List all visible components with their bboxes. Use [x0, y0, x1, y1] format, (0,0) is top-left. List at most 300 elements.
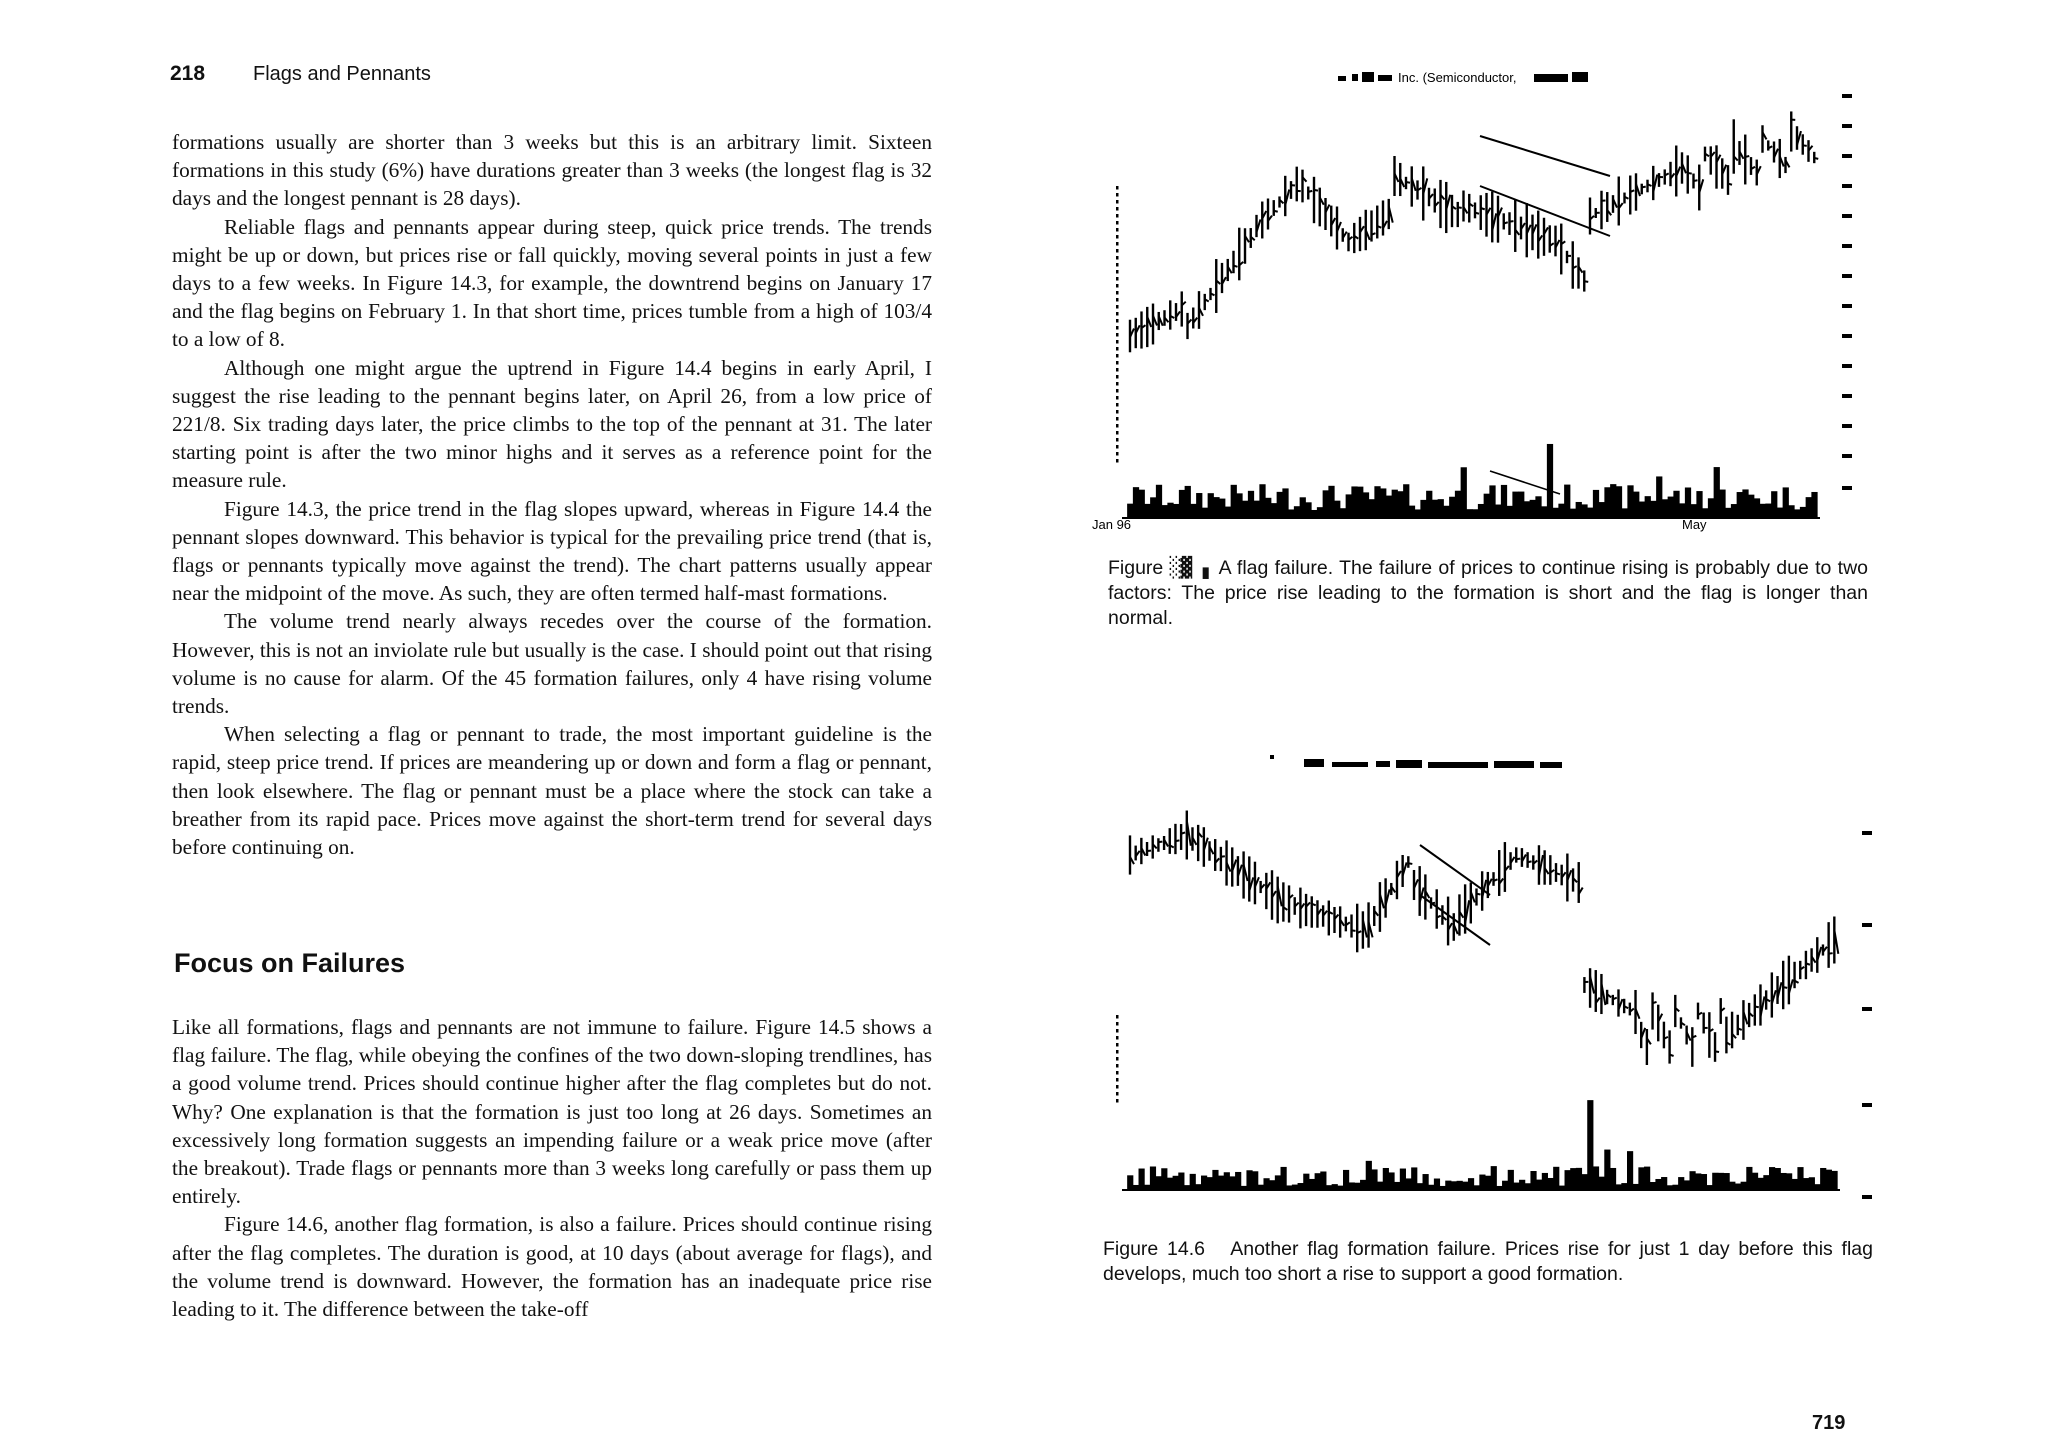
volume-bar	[1638, 1167, 1644, 1190]
close-tick	[1745, 156, 1749, 157]
close-tick	[1715, 1051, 1719, 1052]
volume-bar	[1536, 1180, 1542, 1190]
volume-bar	[1275, 1175, 1281, 1190]
axis-dot	[1116, 459, 1119, 463]
y-tick-mark	[1842, 364, 1852, 368]
volume-bar	[1758, 1178, 1764, 1190]
volume-bar	[1397, 491, 1403, 518]
volume-bar	[1731, 504, 1737, 518]
paragraph: Figure 14.6, another flag formation, is also a failure. Prices should continue rising after the flag completes. The duration is good, at 10 days (about average for flags), and the volume trend is downward. However, the formation has an inadequate price rise leading to it. The difference between the take-off	[172, 1212, 932, 1322]
close-tick	[1516, 859, 1520, 860]
volume-bar	[1323, 490, 1329, 518]
volume-bar	[1685, 487, 1691, 518]
axis-dot	[1116, 354, 1119, 358]
close-tick	[1476, 894, 1480, 895]
volume-bar	[1809, 1177, 1815, 1190]
volume-bar	[1144, 504, 1150, 518]
volume-bar	[1388, 1172, 1394, 1190]
volume-bar	[1769, 1167, 1775, 1190]
volume-bar	[1604, 1150, 1610, 1190]
volume-bar	[1423, 1174, 1429, 1190]
axis-dot	[1116, 1043, 1119, 1047]
axis-dot	[1116, 1022, 1119, 1026]
volume-bar	[1201, 1176, 1207, 1190]
close-tick	[1528, 861, 1532, 862]
figure-number-smudge: ░▓ ▖	[1169, 556, 1214, 579]
volume-bar	[1570, 1168, 1576, 1190]
close-tick	[1806, 963, 1810, 964]
volume-bar	[1300, 497, 1306, 518]
volume-bar	[1696, 491, 1702, 518]
volume-bar	[1655, 1179, 1661, 1190]
volume-bar	[1127, 1175, 1133, 1190]
axis-dot	[1116, 1064, 1119, 1068]
axis-dot	[1116, 221, 1119, 225]
axis-dot	[1116, 207, 1119, 211]
volume-bar	[1443, 506, 1449, 518]
volume-bar	[1438, 499, 1444, 518]
axis-dot	[1116, 417, 1119, 421]
volume-bar	[1162, 505, 1168, 518]
volume-bar	[1349, 1182, 1355, 1190]
volume-bar	[1639, 502, 1645, 518]
volume-bar	[1530, 1171, 1536, 1190]
paragraph: Reliable flags and pennants appear during steep, quick price trends. The trends might be up or down, but prices rise or fall quickly, moving several points in just a few days to a few weeks. In Figure 14.3, for example, the downtrend begins on January 17 and the flag begins on February 1. In that short time, prices tumble from a high of 103/4 to a low of 8.	[172, 214, 932, 352]
volume-bar	[1512, 492, 1518, 518]
volume-bar	[1451, 1181, 1457, 1190]
y-tick-mark	[1842, 124, 1852, 128]
close-tick	[1755, 1007, 1759, 1008]
volume-bar	[1317, 507, 1323, 518]
volume-bar	[1415, 509, 1421, 518]
y-tick-mark	[1842, 304, 1852, 308]
volume-bar	[1298, 1183, 1304, 1190]
close-tick	[1221, 856, 1225, 857]
volume-bar	[1246, 1170, 1252, 1190]
volume-bar	[1737, 492, 1743, 518]
close-tick	[1308, 191, 1312, 192]
volume-bar	[1411, 1167, 1417, 1190]
volume-bar	[1242, 501, 1248, 518]
axis-dot	[1116, 375, 1119, 379]
volume-bar	[1466, 509, 1472, 518]
volume-bar	[1593, 1166, 1599, 1190]
caption-text: A flag failure. The failure of prices to continue rising is probably due to two factors: The price rise leading to the formation is short and the flag is longer than normal.	[1108, 557, 1869, 629]
volume-bar	[1218, 1176, 1224, 1190]
volume-bar	[1311, 510, 1317, 518]
close-tick	[1475, 213, 1479, 214]
close-tick	[1728, 184, 1732, 185]
volume-bar	[1508, 1170, 1514, 1190]
volume-bar	[1610, 1168, 1616, 1190]
volume-bar	[1792, 1179, 1798, 1190]
volume-bar	[1811, 492, 1817, 518]
volume-bar	[1363, 492, 1369, 518]
volume-bar	[1409, 506, 1415, 518]
axis-dot	[1116, 396, 1119, 400]
volume-bar	[1320, 1171, 1326, 1190]
volume-bar	[1553, 1167, 1559, 1190]
axis-dot	[1116, 347, 1119, 351]
paragraph: Although one might argue the uptrend in Figure 14.4 begins in early April, I suggest the rise leading to the pennant begins later, on April 26, from a low price of 221/8. Six trading days later, the price climbs to the top of the pennant at 31. The later starting point is after the two minor highs and it serves as a reference point for the measure rule.	[172, 355, 932, 493]
volume-bar	[1357, 487, 1363, 518]
axis-dot	[1116, 193, 1119, 197]
axis-dot	[1116, 382, 1119, 386]
volume-bar	[1426, 491, 1432, 518]
axis-dot	[1116, 326, 1119, 330]
flag-upper-trendline	[1480, 136, 1610, 176]
volume-bar	[1263, 1178, 1269, 1190]
y-tick-mark	[1862, 1103, 1872, 1107]
volume-bar	[1133, 487, 1139, 518]
chart2-title	[1270, 755, 1562, 768]
volume-bar	[1212, 1170, 1218, 1190]
volume-bar	[1139, 1169, 1145, 1190]
volume-bar	[1185, 486, 1191, 518]
volume-bar	[1541, 506, 1547, 518]
volume-bar	[1282, 488, 1288, 518]
chart1-title	[1338, 70, 1588, 85]
volume-bar	[1288, 509, 1294, 518]
volume-bar	[1340, 508, 1346, 518]
axis-dot	[1116, 445, 1119, 449]
flag-lower-trendline	[1420, 895, 1490, 945]
volume-bar	[1455, 491, 1461, 518]
caption-text: Another flag formation failure. Prices rise for just 1 day before this flag develops, much too short a rise to support a good formation.	[1103, 1238, 1873, 1285]
volume-bar	[1305, 502, 1311, 518]
volume-bar	[1582, 1174, 1588, 1190]
volume-bar	[1328, 486, 1334, 518]
volume-bar	[1558, 504, 1564, 518]
axis-dot	[1116, 305, 1119, 309]
volume-bar	[1610, 484, 1616, 518]
volume-bar	[1445, 1181, 1451, 1190]
volume-bar	[1485, 1176, 1491, 1190]
volume-bar	[1725, 508, 1731, 518]
volume-bar	[1346, 494, 1352, 518]
volume-bar	[1525, 1183, 1531, 1190]
close-tick	[1653, 1002, 1657, 1003]
volume-bar	[1190, 1174, 1196, 1190]
axis-dot	[1116, 431, 1119, 435]
chart1-title-text: Inc. (Semiconductor,	[1398, 70, 1517, 85]
volume-bar	[1803, 1178, 1809, 1190]
volume-bar	[1457, 1181, 1463, 1190]
axis-dot	[1116, 319, 1119, 323]
y-tick-mark	[1862, 923, 1872, 927]
axis-dot	[1116, 1029, 1119, 1033]
volume-bar	[1765, 504, 1771, 518]
chart1-flag-trendlines	[1480, 136, 1610, 494]
volume-bar	[1712, 1173, 1718, 1190]
volume-bar	[1542, 1173, 1548, 1190]
chart1-axis	[1116, 94, 1852, 518]
axis-dot	[1116, 270, 1119, 274]
volume-bar	[1507, 506, 1513, 518]
volume-bar	[1524, 501, 1530, 518]
axis-dot	[1116, 312, 1119, 316]
axis-dot	[1116, 200, 1119, 204]
close-tick	[1803, 145, 1807, 146]
volume-bar	[1309, 1179, 1315, 1190]
close-tick	[1181, 832, 1185, 833]
paragraph: Figure 14.3, the price trend in the flag slopes upward, whereas in Figure 14.4 the pennant slopes downward. This behavior is typical for the prevailing price trend (that is, flags or pennants typically move against the trend). The chart patterns usually appear near the midpoint of the move. As such, they are often termed half-mast formations.	[172, 496, 932, 606]
axis-dot	[1116, 452, 1119, 456]
axis-dot	[1116, 410, 1119, 414]
volume-bar	[1604, 487, 1610, 518]
axis-dot	[1116, 403, 1119, 407]
axis-dot	[1116, 214, 1119, 218]
volume-bar	[1213, 497, 1219, 518]
volume-bar	[1380, 488, 1386, 518]
section-heading: Focus on Failures	[174, 948, 406, 978]
volume-bar	[1587, 508, 1593, 518]
close-tick	[1670, 1055, 1674, 1056]
volume-bar	[1371, 1169, 1377, 1190]
caption-prefix: Figure	[1108, 557, 1164, 579]
volume-bar	[1501, 485, 1507, 518]
axis-dot	[1116, 368, 1119, 372]
axis-dot	[1116, 1092, 1119, 1096]
paragraph: The volume trend nearly always recedes over the course of the formation. However, this is not an inviolate rule but usually is the case. I should point out that rising volume is no cause for alarm. Of the 45 formation failures, only 4 have rising volume trends.	[172, 609, 932, 719]
axis-dot	[1116, 256, 1119, 260]
volume-bar	[1472, 509, 1478, 518]
volume-bar	[1729, 1182, 1735, 1190]
volume-bar	[1570, 509, 1576, 518]
axis-dot	[1116, 333, 1119, 337]
volume-bar	[1489, 485, 1495, 518]
volume-bar	[1343, 1170, 1349, 1190]
volume-bar	[1461, 467, 1467, 518]
paragraph: When selecting a flag or pennant to trade, the most important guideline is the rapid, steep price trend. If prices are meandering up or down and form a flag or pennant, then look elsewhere. The flag or pennant must be a place where the stock can take a breather from its rapid pace. Prices move against the short-term trend for several days before continuing on.	[172, 722, 932, 860]
y-tick-mark	[1842, 214, 1852, 218]
y-tick-mark	[1842, 184, 1852, 188]
volume-bar	[1587, 1100, 1593, 1190]
volume-bar	[1701, 1174, 1707, 1190]
volume-bar	[1633, 492, 1639, 518]
volume-bar	[1564, 485, 1570, 518]
volume-bar	[1225, 507, 1231, 518]
volume-bar	[1797, 1167, 1803, 1190]
volume-bar	[1254, 501, 1260, 518]
volume-bar	[1691, 504, 1697, 518]
volume-bar	[1668, 497, 1674, 518]
volume-bar	[1678, 1177, 1684, 1190]
volume-bar	[1783, 487, 1789, 518]
caption-prefix: Figure 14.6	[1103, 1238, 1205, 1260]
volume-bar	[1354, 1183, 1360, 1190]
volume-bar	[1831, 1171, 1837, 1190]
volume-bar	[1775, 1168, 1781, 1190]
close-tick	[1688, 173, 1692, 174]
volume-bar	[1650, 501, 1656, 518]
volume-bar	[1491, 1166, 1497, 1190]
volume-bar	[1231, 485, 1237, 518]
volume-bar	[1150, 497, 1156, 518]
volume-bar	[1303, 1174, 1309, 1190]
close-tick	[1481, 208, 1485, 209]
volume-bar	[1392, 490, 1398, 518]
volume-bar	[1627, 485, 1633, 518]
body-text-top	[172, 128, 932, 861]
volume-bar	[1173, 504, 1179, 518]
running-title: Flags and Pennants	[253, 63, 431, 85]
volume-bar	[1695, 1173, 1701, 1190]
close-tick	[1642, 187, 1646, 188]
close-tick	[1314, 190, 1318, 191]
volume-bar	[1800, 507, 1806, 518]
axis-dot	[1116, 1085, 1119, 1089]
page-number-left: 218	[170, 62, 206, 85]
volume-bar	[1394, 1182, 1400, 1190]
volume-bar	[1219, 499, 1225, 518]
volume-bar	[1202, 508, 1208, 518]
volume-bar	[1576, 502, 1582, 518]
volume-bar	[1771, 491, 1777, 518]
volume-bar	[1236, 493, 1242, 518]
figure-14-5-caption	[1108, 555, 1868, 631]
axis-dot	[1116, 263, 1119, 267]
volume-bar	[1513, 1183, 1519, 1190]
volume-bar	[1156, 485, 1162, 518]
volume-bar	[1786, 1173, 1792, 1190]
volume-bar	[1794, 509, 1800, 518]
volume-bar	[1351, 486, 1357, 518]
close-tick	[1408, 863, 1412, 864]
volume-bar	[1403, 484, 1409, 518]
axis-dot	[1116, 228, 1119, 232]
volume-bar	[1259, 484, 1265, 518]
axis-dot	[1116, 249, 1119, 253]
volume-bar	[1462, 1182, 1468, 1190]
volume-bar	[1484, 494, 1490, 518]
volume-bar	[1746, 1167, 1752, 1190]
axis-dot	[1116, 1078, 1119, 1082]
close-tick	[1694, 180, 1698, 181]
volume-bar	[1277, 492, 1283, 518]
volume-bar	[1576, 1168, 1582, 1190]
volume-bar	[1826, 1170, 1832, 1190]
volume-bar	[1366, 1161, 1372, 1190]
y-tick-mark	[1842, 454, 1852, 458]
figure-14-5-chart	[1090, 66, 1890, 536]
volume-bar	[1673, 491, 1679, 518]
y-tick-mark	[1842, 486, 1852, 490]
volume-bar	[1150, 1167, 1156, 1190]
close-tick	[1175, 840, 1179, 841]
volume-bar	[1565, 1170, 1571, 1190]
volume-bar	[1741, 1182, 1747, 1190]
volume-bar	[1581, 504, 1587, 518]
volume-bar	[1656, 476, 1662, 518]
volume-bar	[1127, 504, 1133, 518]
body-text-bottom	[172, 1013, 932, 1323]
volume-bar	[1369, 499, 1375, 518]
y-tick-mark	[1862, 1195, 1872, 1199]
volume-bar	[1334, 501, 1340, 518]
figure-14-6-caption	[1103, 1237, 1873, 1287]
chart1-xlabel-may: May	[1682, 517, 1707, 532]
axis-dot	[1116, 1099, 1119, 1103]
volume-bar	[1432, 500, 1438, 518]
volume-bar	[1724, 1173, 1730, 1190]
volume-bar	[1763, 1175, 1769, 1190]
volume-bar	[1495, 505, 1501, 518]
close-tick	[1372, 233, 1376, 235]
axis-dot	[1116, 438, 1119, 442]
axis-dot	[1116, 235, 1119, 239]
volume-bar	[1207, 1177, 1213, 1190]
volume-bar	[1377, 1182, 1383, 1190]
axis-dot	[1116, 1057, 1119, 1061]
volume-bar	[1684, 1180, 1690, 1190]
volume-bar	[1644, 1167, 1650, 1190]
volume-bar	[1294, 506, 1300, 518]
close-tick	[1783, 987, 1787, 988]
volume-bar	[1553, 508, 1559, 518]
volume-bar	[1622, 508, 1628, 518]
volume-bar	[1518, 492, 1524, 518]
axis-dot	[1116, 242, 1119, 246]
volume-bar	[1383, 1168, 1389, 1190]
y-tick-mark	[1842, 334, 1852, 338]
y-tick-mark	[1842, 94, 1852, 98]
volume-bar	[1621, 1183, 1627, 1190]
volume-bar	[1478, 504, 1484, 518]
volume-bar	[1167, 1178, 1173, 1190]
y-tick-mark	[1842, 424, 1852, 428]
volume-bar	[1502, 1181, 1508, 1190]
volume-bar	[1754, 498, 1760, 518]
volume-bar	[1167, 503, 1173, 518]
volume-bar	[1479, 1175, 1485, 1190]
volume-bar	[1434, 1179, 1440, 1190]
volume-bar	[1645, 496, 1651, 518]
close-tick	[1406, 182, 1410, 183]
close-tick	[1274, 211, 1278, 212]
volume-bar	[1224, 1172, 1230, 1190]
volume-bar	[1315, 1173, 1321, 1190]
volume-bar	[1689, 1171, 1695, 1190]
axis-dot	[1116, 424, 1119, 428]
volume-bar	[1760, 504, 1766, 518]
volume-bar	[1179, 490, 1185, 518]
volume-bar	[1248, 491, 1254, 518]
volume-bar	[1806, 497, 1812, 518]
axis-dot	[1116, 389, 1119, 393]
volume-bar	[1386, 496, 1392, 518]
volume-bar	[1719, 490, 1725, 518]
y-tick-mark	[1842, 274, 1852, 278]
volume-bar	[1530, 500, 1536, 518]
volume-bar	[1417, 1183, 1423, 1190]
y-tick-mark	[1862, 831, 1872, 835]
axis-dot	[1116, 277, 1119, 281]
volume-bar	[1420, 500, 1426, 518]
volume-bar	[1360, 1180, 1366, 1190]
volume-bar	[1519, 1180, 1525, 1190]
axis-dot	[1116, 361, 1119, 365]
volume-bar	[1229, 1176, 1235, 1190]
volume-bar	[1748, 495, 1754, 518]
volume-bar	[1281, 1167, 1287, 1190]
close-tick	[1504, 222, 1508, 223]
volume-bar	[1627, 1151, 1633, 1190]
axis-dot	[1116, 291, 1119, 295]
volume-bar	[1208, 493, 1214, 518]
volume-bar	[1235, 1172, 1241, 1190]
figure-14-6-chart	[1090, 735, 1890, 1215]
